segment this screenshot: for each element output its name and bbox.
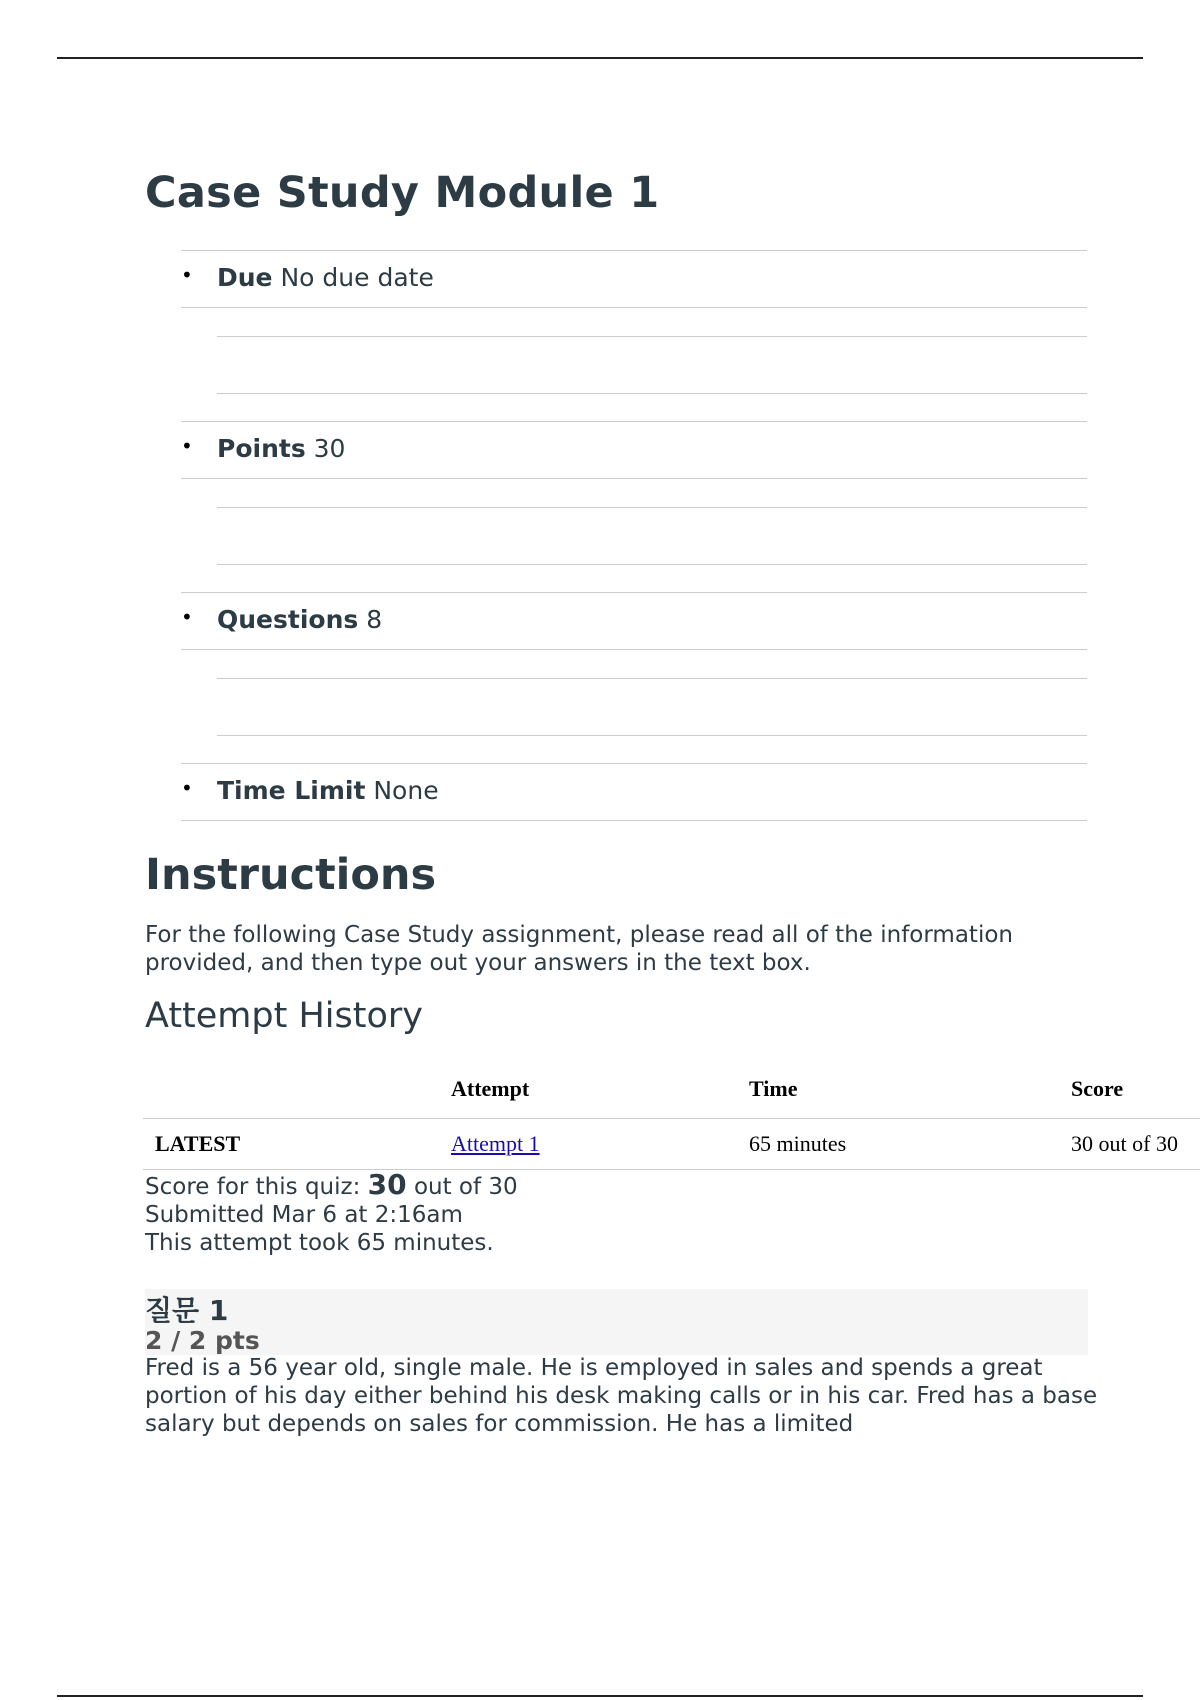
table-header-row xyxy=(143,1060,1200,1119)
attempt-link[interactable]: Attempt 1 xyxy=(451,1131,540,1156)
detail-row xyxy=(181,250,1087,308)
column-header: Score xyxy=(1071,1076,1124,1101)
detail-time-limit xyxy=(181,763,1087,823)
detail-row xyxy=(181,592,1087,650)
bullet-icon: • xyxy=(181,776,193,800)
table-row xyxy=(143,1119,1200,1170)
duration-text: This attempt took 65 minutes. xyxy=(145,1230,494,1256)
detail-value: 8 xyxy=(366,605,383,634)
detail-due xyxy=(181,250,1087,421)
score-prefix: Score for this quiz: xyxy=(145,1174,361,1200)
bullet-icon: • xyxy=(181,263,193,287)
detail-label: Questions xyxy=(217,605,359,634)
question-header xyxy=(145,1289,1088,1355)
bullet-icon: • xyxy=(181,434,193,458)
detail-spacer xyxy=(217,678,1087,736)
detail-spacer xyxy=(217,336,1087,394)
bottom-rule xyxy=(57,1695,1143,1697)
attempt-cell xyxy=(439,1119,737,1170)
detail-questions xyxy=(181,592,1087,763)
detail-row xyxy=(181,763,1087,821)
bullet-icon: • xyxy=(181,605,193,629)
score-line xyxy=(145,1168,518,1201)
top-rule xyxy=(57,57,1143,59)
score-suffix: out of 30 xyxy=(413,1174,518,1200)
submitted-text: Submitted Mar 6 at 2:16am xyxy=(145,1202,463,1228)
attempt-history-table xyxy=(143,1060,1200,1170)
time-cell: 65 minutes xyxy=(737,1119,1059,1170)
detail-value: 30 xyxy=(313,434,346,463)
quiz-details-list xyxy=(181,250,1087,823)
question-text: Fred is a 56 year old, single male. He is employed in sales and spends a great portion of his day either behind his desk making calls or in his car. Fred has a base salary but depends on sales for commission. He has a limited xyxy=(145,1355,1098,1437)
detail-points xyxy=(181,421,1087,592)
detail-row xyxy=(181,421,1087,479)
detail-label: Due xyxy=(217,263,273,292)
score-value: 30 xyxy=(367,1168,407,1201)
attempt-history-heading: Attempt History xyxy=(145,996,423,1036)
column-header: Attempt xyxy=(451,1076,530,1101)
question-points: 2 / 2 pts xyxy=(145,1326,260,1355)
detail-spacer xyxy=(217,507,1087,565)
column-header xyxy=(143,1060,439,1119)
detail-label: Time Limit xyxy=(217,776,366,805)
question-name: 질문 1 xyxy=(145,1294,229,1327)
detail-value: None xyxy=(373,776,439,805)
score-cell: 30 out of 30 xyxy=(1059,1119,1200,1170)
column-header: Time xyxy=(749,1076,798,1101)
detail-label: Points xyxy=(217,434,306,463)
instructions-heading: Instructions xyxy=(145,850,437,900)
page-title: Case Study Module 1 xyxy=(145,168,660,218)
detail-value: No due date xyxy=(280,263,434,292)
instructions-text: For the following Case Study assignment, please read all of the information provided, and then type out your answers in the text box. xyxy=(145,922,1013,976)
latest-tag: LATEST xyxy=(143,1119,439,1170)
quiz-summary xyxy=(145,1168,518,1257)
